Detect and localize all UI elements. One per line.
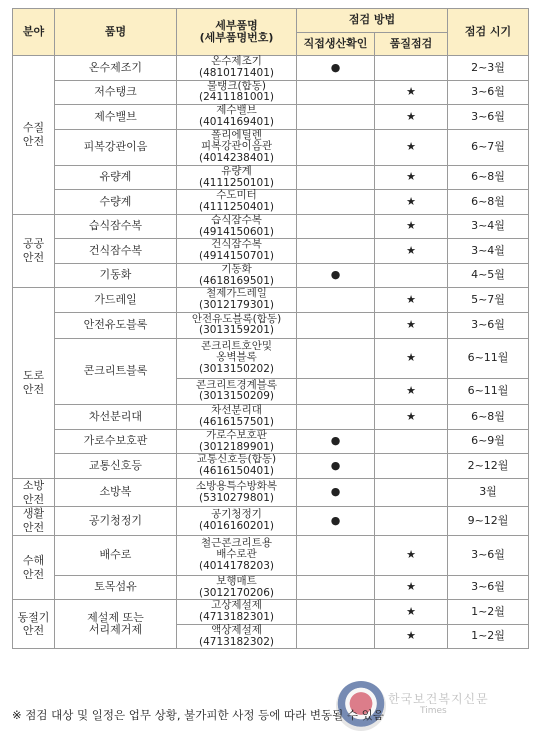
period-cell: 6~11월 — [448, 338, 529, 378]
item-cell: 제수밸브 — [55, 105, 177, 130]
header-period: 점검 시기 — [448, 9, 529, 56]
period-cell: 1~2월 — [448, 600, 529, 625]
header-item: 품명 — [55, 9, 177, 56]
period-cell: 3~6월 — [448, 535, 529, 575]
quality-check-mark: ★ — [375, 129, 448, 165]
table-row — [13, 478, 529, 507]
item-cell: 공기청정기 — [55, 507, 177, 536]
period-cell: 2~3월 — [448, 56, 529, 81]
quality-check-mark: ★ — [375, 338, 448, 378]
item-cell: 콘크리트블록 — [55, 338, 177, 404]
detail-cell: 공기청정기 (4016160201) — [177, 507, 297, 536]
detail-cell: 물탱크(합동) (2411181001) — [177, 80, 297, 105]
quality-check-mark: ★ — [375, 404, 448, 429]
direct-check-mark — [297, 624, 375, 649]
direct-check-mark — [297, 378, 375, 404]
item-cell: 유량계 — [55, 165, 177, 190]
period-cell: 3~6월 — [448, 105, 529, 130]
detail-cell: 가로수보호판 (3012189901) — [177, 429, 297, 454]
detail-cell: 폴리에틸렌 피복강관이음관 (4014238401) — [177, 129, 297, 165]
direct-check-mark — [297, 165, 375, 190]
table-row — [13, 80, 529, 105]
detail-cell: 건식잠수복 (4914150701) — [177, 239, 297, 264]
detail-cell: 차선분리대 (4616157501) — [177, 404, 297, 429]
period-cell: 3월 — [448, 478, 529, 507]
quality-check-mark: ★ — [375, 239, 448, 264]
watermark-sub: Times — [420, 706, 447, 716]
header-detail-line1: 세부품명 — [215, 18, 258, 32]
item-cell: 교통신호등 — [55, 454, 177, 479]
detail-cell: 기동화 (4618169501) — [177, 263, 297, 288]
detail-cell: 콘크리트호안및 옹벽블록 (3013150202) — [177, 338, 297, 378]
table-row — [13, 575, 529, 600]
direct-check-mark — [297, 80, 375, 105]
direct-check-mark — [297, 600, 375, 625]
item-cell: 피복강관이음 — [55, 129, 177, 165]
category-cell: 도로 안전 — [13, 288, 55, 479]
table-row — [13, 214, 529, 239]
header-detail-line2: (세부품명번호) — [199, 31, 274, 44]
table-row — [13, 429, 529, 454]
detail-cell: 습식잠수복 (4914150601) — [177, 214, 297, 239]
table-row — [13, 454, 529, 479]
detail-cell: 철근콘크리트용 배수로관 (4014178203) — [177, 535, 297, 575]
quality-check-mark: ★ — [375, 535, 448, 575]
quality-check-mark: ★ — [375, 312, 448, 338]
table-row — [13, 312, 529, 338]
detail-cell: 고상제설제 (4713182301) — [177, 600, 297, 625]
detail-cell: 수도미터 (4111250401) — [177, 190, 297, 215]
table-row — [13, 129, 529, 165]
direct-check-mark: ● — [297, 478, 375, 507]
direct-check-mark: ● — [297, 507, 375, 536]
period-cell: 5~7월 — [448, 288, 529, 313]
direct-check-mark — [297, 575, 375, 600]
quality-check-mark: ★ — [375, 600, 448, 625]
quality-check-mark: ★ — [375, 214, 448, 239]
watermark-logo — [336, 681, 386, 731]
category-cell: 수해 안전 — [13, 535, 55, 600]
table-row — [13, 190, 529, 215]
period-cell: 6~11월 — [448, 378, 529, 404]
item-cell: 수량계 — [55, 190, 177, 215]
period-cell: 3~6월 — [448, 80, 529, 105]
item-cell: 배수로 — [55, 535, 177, 575]
detail-cell: 콘크리트경계블록 (3013150209) — [177, 378, 297, 404]
item-cell: 제설제 또는 서리제거제 — [55, 600, 177, 649]
item-cell: 차선분리대 — [55, 404, 177, 429]
quality-check-mark: ★ — [375, 190, 448, 215]
direct-check-mark — [297, 404, 375, 429]
item-cell: 저수탱크 — [55, 80, 177, 105]
detail-cell: 안전유도블록(합동) (3013159201) — [177, 312, 297, 338]
period-cell: 6~7월 — [448, 129, 529, 165]
quality-check-mark: ★ — [375, 165, 448, 190]
direct-check-mark — [297, 105, 375, 130]
quality-check-mark — [375, 263, 448, 288]
item-cell: 안전유도블록 — [55, 312, 177, 338]
direct-check-mark — [297, 338, 375, 378]
quality-check-mark — [375, 429, 448, 454]
period-cell: 6~8월 — [448, 190, 529, 215]
period-cell: 6~8월 — [448, 165, 529, 190]
quality-check-mark: ★ — [375, 624, 448, 649]
item-cell: 토목섬유 — [55, 575, 177, 600]
period-cell: 3~4월 — [448, 214, 529, 239]
quality-check-mark — [375, 478, 448, 507]
quality-check-mark: ★ — [375, 80, 448, 105]
quality-check-mark: ★ — [375, 105, 448, 130]
period-cell: 3~6월 — [448, 312, 529, 338]
direct-check-mark — [297, 312, 375, 338]
period-cell: 6~9월 — [448, 429, 529, 454]
header-method-quality: 품질점검 — [375, 33, 448, 56]
inspection-table — [12, 8, 529, 649]
period-cell: 3~6월 — [448, 575, 529, 600]
direct-check-mark — [297, 129, 375, 165]
table-row — [13, 338, 529, 378]
direct-check-mark — [297, 214, 375, 239]
direct-check-mark — [297, 239, 375, 264]
table-row — [13, 56, 529, 81]
direct-check-mark — [297, 190, 375, 215]
watermark-text: 한국보건복지신문 — [388, 692, 489, 706]
item-cell: 가로수보호판 — [55, 429, 177, 454]
period-cell: 6~8월 — [448, 404, 529, 429]
direct-check-mark: ● — [297, 454, 375, 479]
quality-check-mark — [375, 454, 448, 479]
item-cell: 소방복 — [55, 478, 177, 507]
period-cell: 9~12월 — [448, 507, 529, 536]
table-row — [13, 239, 529, 264]
item-cell: 가드레일 — [55, 288, 177, 313]
period-cell: 2~12월 — [448, 454, 529, 479]
table-row — [13, 288, 529, 313]
detail-cell: 철제가드레일 (3012179301) — [177, 288, 297, 313]
category-cell: 생활 안전 — [13, 507, 55, 536]
category-cell: 공공 안전 — [13, 214, 55, 288]
detail-cell: 액상제설제 (4713182302) — [177, 624, 297, 649]
table-row — [13, 507, 529, 536]
category-cell: 동절기 안전 — [13, 600, 55, 649]
quality-check-mark: ★ — [375, 378, 448, 404]
header-method: 점검 방법 — [297, 9, 448, 33]
detail-cell: 교통신호등(합동) (4616150401) — [177, 454, 297, 479]
category-cell: 수질 안전 — [13, 56, 55, 215]
direct-check-mark: ● — [297, 263, 375, 288]
detail-cell: 온수제조기 (4810171401) — [177, 56, 297, 81]
table-row — [13, 105, 529, 130]
table-row — [13, 263, 529, 288]
header-detail — [177, 9, 297, 56]
item-cell: 건식잠수복 — [55, 239, 177, 264]
table-row — [13, 535, 529, 575]
period-cell: 3~4월 — [448, 239, 529, 264]
table-row — [13, 165, 529, 190]
header-category: 분야 — [13, 9, 55, 56]
period-cell: 1~2월 — [448, 624, 529, 649]
period-cell: 4~5월 — [448, 263, 529, 288]
quality-check-mark: ★ — [375, 575, 448, 600]
direct-check-mark: ● — [297, 429, 375, 454]
quality-check-mark — [375, 56, 448, 81]
quality-check-mark — [375, 507, 448, 536]
table-row — [13, 600, 529, 625]
quality-check-mark: ★ — [375, 288, 448, 313]
direct-check-mark — [297, 535, 375, 575]
header-method-direct: 직접생산확인 — [297, 33, 375, 56]
table-body — [13, 56, 529, 649]
item-cell: 기동화 — [55, 263, 177, 288]
item-cell: 습식잠수복 — [55, 214, 177, 239]
detail-cell: 보행매트 (3012170206) — [177, 575, 297, 600]
detail-cell: 제수밸브 (4014169401) — [177, 105, 297, 130]
detail-cell: 유량계 (4111250101) — [177, 165, 297, 190]
category-cell: 소방 안전 — [13, 478, 55, 507]
item-cell: 온수제조기 — [55, 56, 177, 81]
footnote: ※ 점검 대상 및 일정은 업무 상황, 불가피한 사정 등에 따라 변동될 수 있음 — [12, 708, 384, 722]
table-row — [13, 404, 529, 429]
direct-check-mark: ● — [297, 56, 375, 81]
direct-check-mark — [297, 288, 375, 313]
detail-cell: 소방용특수방화복 (5310279801) — [177, 478, 297, 507]
